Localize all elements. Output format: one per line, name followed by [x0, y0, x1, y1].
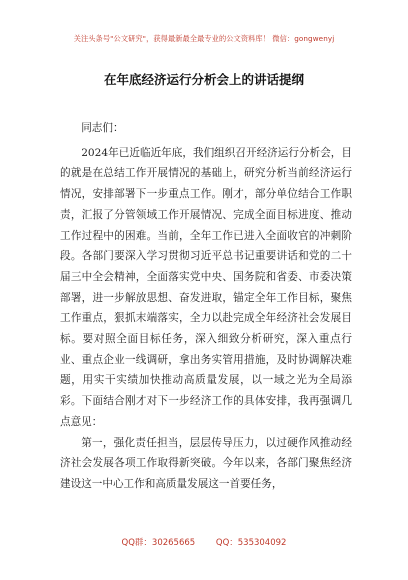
- document-body: [60, 118, 352, 495]
- salutation: 同志们：: [81, 122, 124, 134]
- qq-number: QQ：535304092: [215, 538, 287, 548]
- qq-group-number: QQ群：30265665: [121, 538, 196, 548]
- document-title: 在年底经济运行分析会上的讲话提纲: [103, 72, 304, 87]
- paragraph: 2024年已近临近年底，我们组织召开经济运行分析会，目的就是在总结工作开展情况的基础上，研究分析当前经济运行情况，安排部署下一步重点工作。刚才，部分单位结合工作职责，汇报了分管领域工作开展情况、完成全面目标进度、推动工作过程中的困难。当前，全年工作已进入全面收官的冲刺阶段。各部门要深入学习贯彻习近平总书记重要讲话和党的二十届三中全会精神，全面落实党中央、国务院和省委、市委决策部署，进一步解放思想、奋发进取，锚定全年工作目标，聚焦工作重点，狠抓末端落实，全力以赴完成全年经济社会发展目标。要对照全面目标任务，深入细致分析研究，深入重点行业、重点企业一线调研，拿出务实管用措施，及时协调解决难题，用实干实绩加快推动高质量发展，以一域之光为全局添彩。下面结合刚才对下一步经济工作的具体安排，我再强调几点意见：: [60, 146, 352, 428]
- paragraph: 第一，强化责任担当，层层传导压力，以过硬作风推动经济社会发展各项工作取得新突破。今年以来，各部门聚焦经济建设这一中心工作和高质量发展这一首要任务，: [60, 436, 352, 490]
- promo-banner: 关注头条号"公文研究"，获得最新最全最专业的公文资料库！ 微信：gongwenyj: [73, 34, 335, 43]
- contact-footer: [0, 536, 408, 548]
